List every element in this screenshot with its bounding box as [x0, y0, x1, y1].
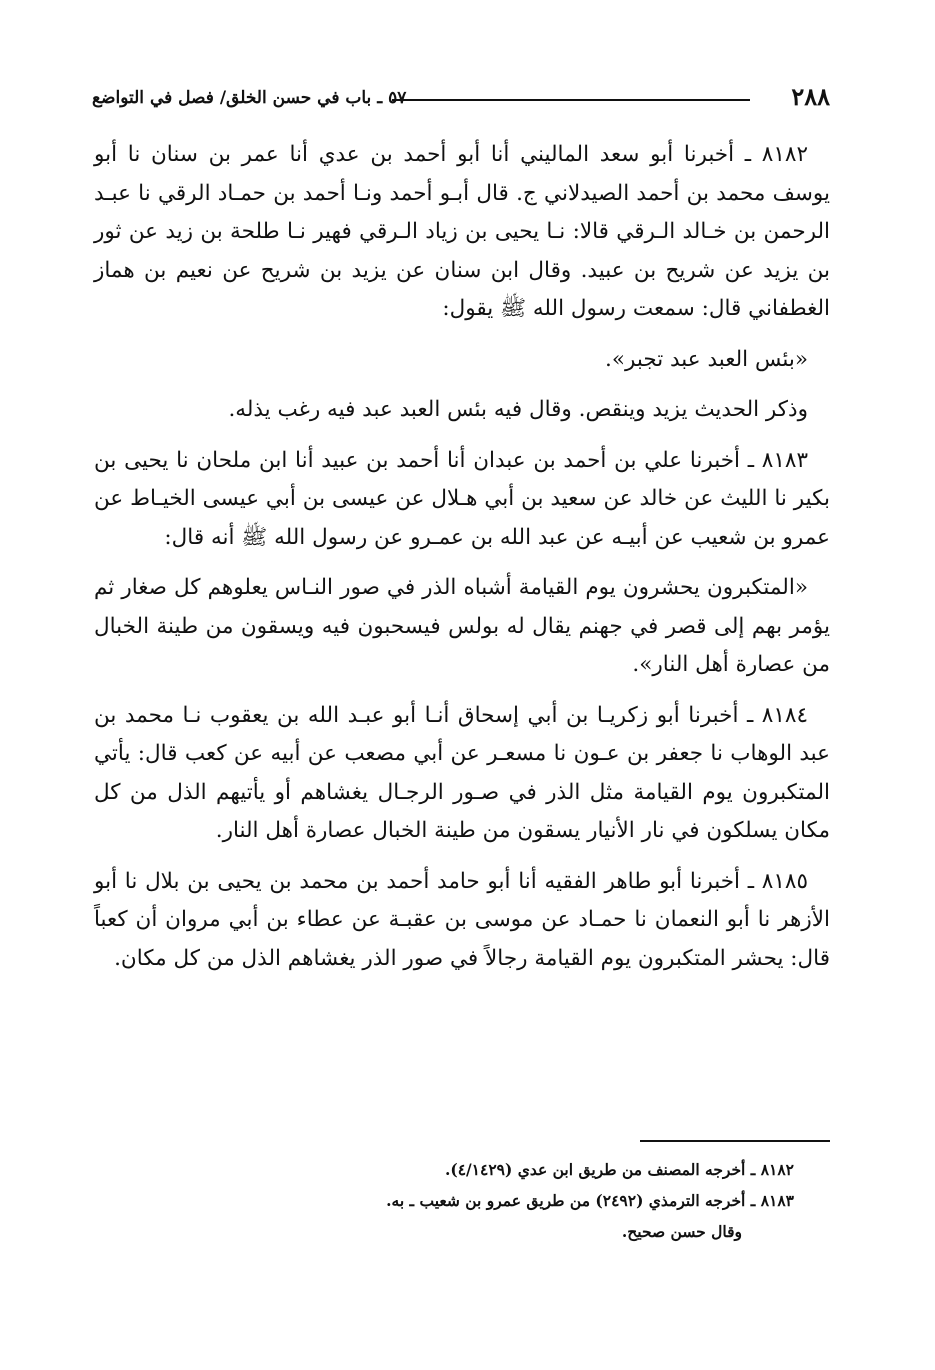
page-number: ٢٨٨ [791, 82, 830, 111]
footnotes [94, 1154, 794, 1247]
footnote-8183: ٨١٨٣ ـ أخرجه الترمذي (٢٤٩٢) من طريق عمرو بن شعيب ـ به. [386, 1191, 794, 1210]
hadith-8182-matn: «بئس العبد عبد تجبر». [604, 346, 808, 372]
hadith-8183-isnad: ٨١٨٣ ـ أخبرنا علي بن أحمد بن عبدان أنا أحمد بن عبيد أنا ابن ملحان نا يحيى بن بكير نا الليث عن خالد عن سعيد بن أبي هـلال عن عيسى بن أبي عيسى الخيـاط عن عمرو بن شعيب عن أبيـه عن عبد الله بن عمـرو عن رسول الله ﷺ أنه قال: [94, 447, 830, 550]
hadith-8185: ٨١٨٥ ـ أخبرنا أبو طاهر الفقيه أنا أبو حامد أحمد بن محمد بن يحيى بن بلال نا أبو الأزهر نا أبو النعمان نا حمـاد عن موسى بن عقبـة عن عطاء بن أبي مروان أن كعباً قال: يحشر المتكبرون يوم القيامة رجالاً في صور الذر يغشاهم الذل من كل مكان. [94, 868, 830, 971]
running-title: ٥٧ ـ باب في حسن الخلق/ فصل في التواضع [92, 88, 407, 108]
hadith-8182-isnad: ٨١٨٢ ـ أخبرنا أبو سعد الماليني أنا أبو أحمد بن عدي أنا عمر بن سنان نا أبو يوسف محمد بن أحمد الصيدلاني ج. قال أبـو أحمد ونـا أحمد بن حمـاد الرقي نا عبـد الرحمن بن خـالد الـرقي قالا: نـا يحيى بن زياد الـرقي فهير نـا طلحة بن زيد عن ثور بن يزيد عن شريح بن عبيد. وقال ابن سنان عن يزيد بن شريح عن نعيم بن هماز الغطفاني قال: سمعت رسول الله ﷺ يقول: [94, 142, 830, 321]
footnote-8183-grading: وقال حسن صحيح. [621, 1222, 742, 1241]
page-header [92, 82, 830, 116]
main-text [94, 136, 830, 990]
hadith-8184: ٨١٨٤ ـ أخبرنا أبو زكريـا بن أبي إسحاق أنـا أبو عبـد الله بن يعقوب نـا محمد بن عبد الوهاب نا جعفر بن عـون نا مسعـر عن أبي مصعب عن أبيه عن كعب قال: يأتي المتكبرون يوم القيامة مثل الذر في صـور الرجـال يغشاهم أو يأتيهم الذل من كل مكان يسلكون في نار الأنيار يسقون من طينة الخبال عصارة أهل النار. [94, 702, 830, 843]
header-rule [392, 99, 750, 101]
hadith-8182-note: وذكر الحديث يزيد وينقص. وقال فيه بئس العبد عبد فيه رغب يذله. [228, 397, 808, 422]
hadith-8183-matn: «المتكبرون يحشرون يوم القيامة أشباه الذر في صور النـاس يعلوهم كل صغار ثم يؤمر بهم إلى قصر في جهنم يقال له بولس فيسحبون فيه ويسقون من طينة الخبال من عصارة أهل النار». [94, 575, 830, 677]
footnote-8182: ٨١٨٢ ـ أخرجه المصنف من طريق ابن عدي (٤/١٤٢٩). [444, 1160, 794, 1179]
footnote-rule [640, 1140, 830, 1142]
